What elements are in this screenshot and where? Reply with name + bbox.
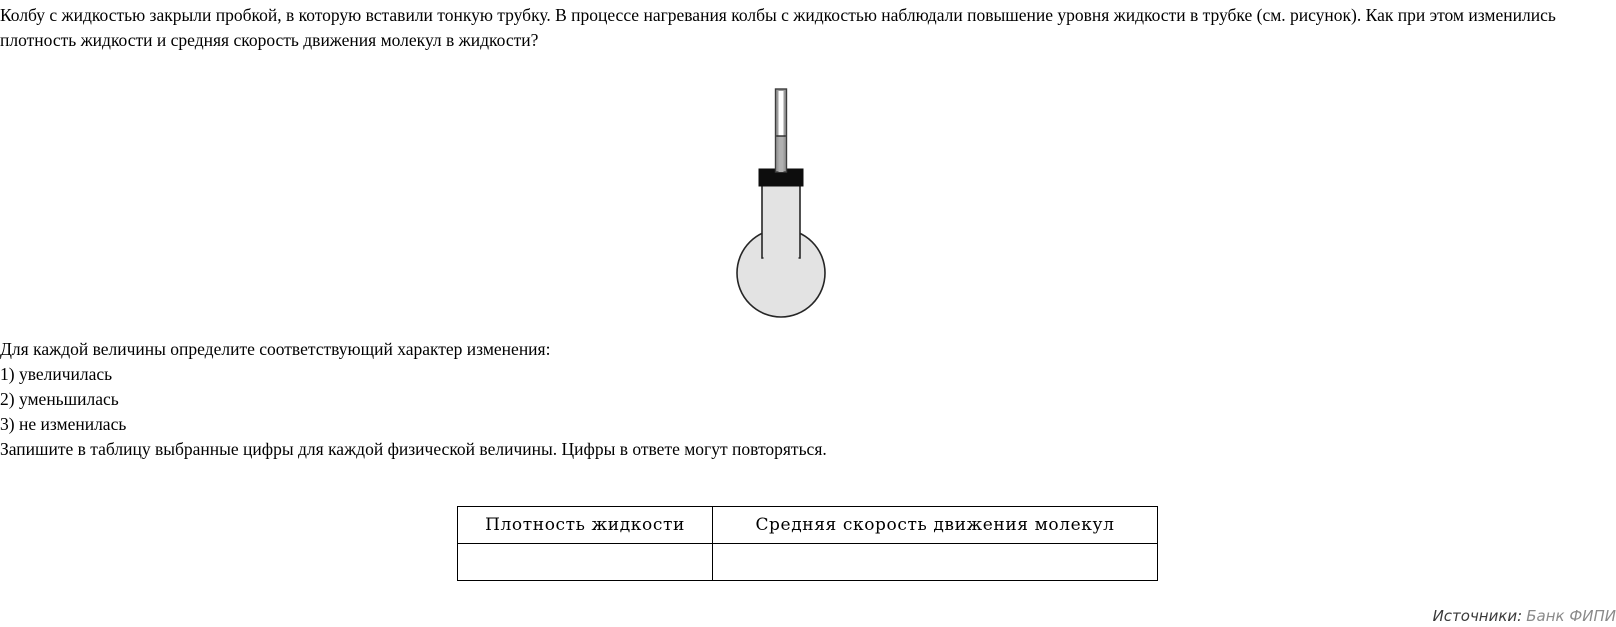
- tube-bore-liquid: [779, 136, 784, 172]
- source-label: Источники:: [1432, 607, 1523, 625]
- answer-option-2: 2) уменьшилась: [0, 389, 119, 409]
- table-row-headers: [458, 507, 1158, 544]
- answer-option-3: 3) не изменилась: [0, 414, 127, 434]
- question-stem: Колбу с жидкостью закрыли пробкой, в которую вставили тонкую трубку. В процессе нагревания колбы с жидкостью наблюдали повышение уровня жидкости в трубке (см. рисунок). Как при этом изменились плотность жидкости и средняя скорость движения молекул в жидкости?: [0, 5, 1561, 50]
- instructions-block: [0, 337, 1300, 462]
- instructions-note: Запишите в таблицу выбранные цифры для каждой физической величины. Цифры в ответе могут повторяться.: [0, 439, 827, 459]
- answer-table: [457, 506, 1158, 581]
- table-header-density: Плотность жидкости: [458, 507, 713, 544]
- source-footer: [1433, 607, 1616, 625]
- flask-neck-shape: [762, 176, 800, 258]
- instructions-prompt: Для каждой величины определите соответствующий характер изменения:: [0, 339, 551, 359]
- answer-cell-average-speed[interactable]: [713, 544, 1158, 581]
- flask-figure: [690, 80, 890, 330]
- source-value: Банк ФИПИ: [1526, 607, 1616, 625]
- flask-joint-mask: [764, 248, 799, 266]
- answer-option-1: 1) увеличилась: [0, 364, 113, 384]
- table-row-answers: [458, 544, 1158, 581]
- table-header-average-speed: Средняя скорость движения молекул: [713, 507, 1158, 544]
- answer-cell-density[interactable]: [458, 544, 713, 581]
- tube-bore-empty: [779, 91, 784, 136]
